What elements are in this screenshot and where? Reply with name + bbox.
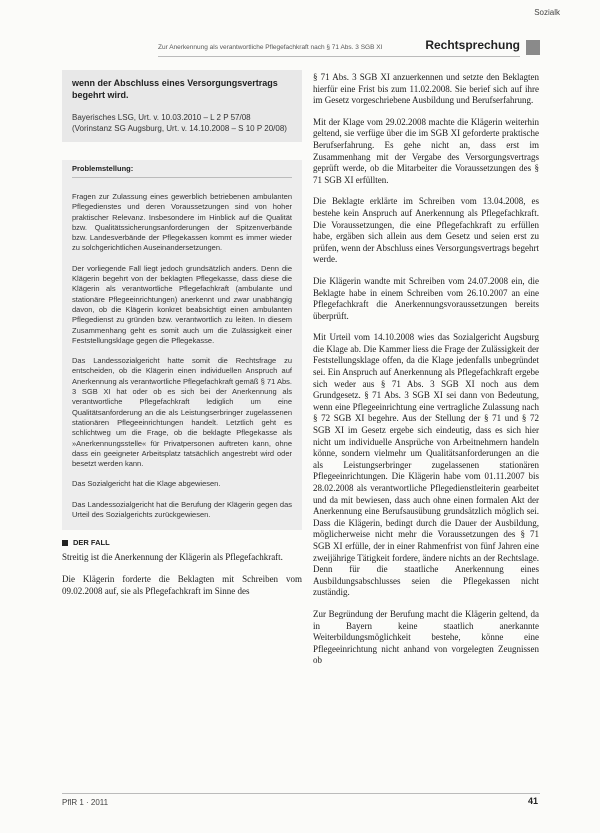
body-paragraph: Zur Begründung der Berufung macht die Klägerin geltend, da in Bayern keine staatlich anerkannte Weiterbildungsmöglichkeit bestehe, könne eine Pflegeeinrichtung nicht anhand von vorgelegten Zeugnissen ob <box>313 608 539 666</box>
journal-issue: PflR 1 · 2011 <box>62 798 109 807</box>
body-paragraph: § 71 Abs. 3 SGB XI anzuerkennen und setzte den Beklagten hierfür eine Frist bis zum 11.02.2008. Sie berief sich auf ihre im Gesetz vorgeschriebene Ausbildung und Berufserfahrung. <box>313 72 539 106</box>
fall-paragraph: Streitig ist die Anerkennung der Klägerin als Pflegefachkraft. <box>62 552 283 563</box>
court-citation: Bayerisches LSG, Urt. v. 10.03.2010 – L 2 P 57/08 <box>72 113 251 122</box>
header-section-title: Rechtsprechung <box>425 38 520 52</box>
fall-heading-label: DER FALL <box>73 538 110 548</box>
body-paragraph: Die Klägerin wandte mit Schreiben vom 24.07.2008 ein, die Beklagte habe in einem Schreiben vom 26.10.2007 an eine Pflegefachkraft die Anerkennungsvoraussetzungen bereits überprüft. <box>313 275 539 321</box>
header-subtitle: Zur Anerkennung als verantwortliche Pflegefachkraft nach § 71 Abs. 3 SGB XI <box>158 44 383 51</box>
problem-paragraph: Der vorliegende Fall liegt jedoch grundsätzlich anders. Denn die Klägerin begehrt von der beklagten Pflegekasse, dass diese die Klägerin als verantwortliche Pflegefachkraft (ambulante und stationäre Pflegeeinrichtungen) anerkennt und zwar unabhängig davon, ob die Klägerin konkret beabsichtigt einen ambulanten Pflegedienst zu gründen bzw. verantwortlich zu leiten. In diesem Zusammenhang geht es somit auch um die Zulässigkeit einer Feststellungsklage gegen die Pflegekasse. <box>72 263 292 345</box>
page-number: 41 <box>528 796 539 806</box>
fall-heading <box>62 538 302 547</box>
body-paragraph: Die Beklagte erklärte im Schreiben vom 13.04.2008, es bestehe kein Anspruch auf Anerkennung als Pflegefachkraft. Die Voraussetzungen, die eine Pflegefachkraft zu erfüllen habe, ergäben sich allein aus dem Gesetz und seien erst zu prüfen, wenn der Abschluss eines Versorgungsvertrags begehrt werde. <box>313 196 539 265</box>
summary-box <box>62 70 302 142</box>
right-column <box>313 72 539 677</box>
problem-paragraph: Fragen zur Zulassung eines gewerblich betriebenen ambulanten Pflegedienstes und deren Voraussetzungen sind von hoher praktischer Relevanz. Insbesondere im Hinblick auf die Qualität bzw. Qualitätssicherungsanforderungen der Spitzenverbände bzw. Landesverbände der Pflegekassen kommt es immer wieder zu solchgerichtlichen Auseinandersetzungen. <box>72 192 292 253</box>
fall-paragraph: Die Klägerin forderte die Beklagten mit Schreiben vom 09.02.2008 auf, sie als Pflegefachkraft im Sinne des <box>62 573 302 596</box>
header-marker <box>526 40 540 55</box>
left-column <box>62 70 302 607</box>
problem-box <box>62 160 302 530</box>
problem-paragraph: Das Landessozialgericht hat die Berufung der Klägerin gegen das Urteil des Sozialgerichts zurückgewiesen. <box>72 499 292 520</box>
lower-court-citation: (Vorinstanz SG Augsburg, Urt. v. 14.10.2008 – S 10 P 20/08) <box>72 123 287 133</box>
problem-paragraph: Das Sozialgericht hat die Klage abgewiesen. <box>72 479 221 489</box>
body-paragraph: Mit der Klage vom 29.02.2008 machte die Klägerin weiterhin geltend, sie verfüge über die im SGB XI geforderte praktische Berufserfahrung. Es gehe nicht an, dass erst im Zusammenhang mit der Vergabe des Versorgungsvertrags geprüft werde, ob die Mitarbeiter die Voraussetzungen des § 71 SGB XI erfüllten. <box>313 116 539 185</box>
summary-lead: wenn der Abschluss eines Versorgungsvertrags begehrt wird. <box>72 78 278 100</box>
section-tab-label: Sozialk <box>534 8 560 17</box>
page-header <box>158 38 520 57</box>
footer-divider <box>62 793 540 794</box>
problem-paragraph: Das Landessozialgericht hatte somit die Rechtsfrage zu entscheiden, ob die Klägerin einen individuellen Anspruch auf Anerkennung als verantwortliche Pflegefachkraft gemäß § 71 Abs. 3 SGB XI hat oder ob es sich bei der Anerkennung als verantwortliche Pflegefachkraft lediglich um eine Qualitätsanforderung an die als Leistungserbringer zugelassenen stationären Pflegeeinrichtungen handelt. Letztlich geht es schlichtweg um die Frage, ob die beklagte Pflegekasse als »Anerkennungsstelle« für Privatpersonen auftreten kann, ohne dass ein geeigneter Arbeitsplatz tatsächlich angestrebt wird oder besetzt werden kann. <box>72 356 292 469</box>
square-bullet-icon <box>62 540 68 546</box>
body-paragraph: Mit Urteil vom 14.10.2008 wies das Sozialgericht Augsburg die Klage ab. Die Kammer liess die Frage der Zulässigkeit der Feststellungsklage offen, da die Klage jedenfalls unbegründet sei. Ein Anspruch auf Anerkennung als Pflegefachkraft ergebe sich weder aus § 71 Abs. 3 SGB XI noch aus dem Grundgesetz. § 71 Abs. 3 SGB XI sei dann von Bedeutung, wenn eine Pflegeeinrichtung eine vertragliche Zulassung nach § 72 SGB XI begehre. Aus der Stellung der § 71 und § 72 SGB XI im Gesetz ergebe sich eindeutig, dass es sich hier nicht um individuelle Ansprüche von Arbeitnehmern handeln könne, sondern vielmehr um Qualitätsanforderungen an die als Leistungserbringer zugelassenen stationären Pflegeeinrichtungen. Die Klägerin habe vom 01.11.2007 bis 28.02.2008 als verantwortliche Pflegedienstleiterin gearbeitet und da mit bewiesen, dass auch ohne einen formalen Akt der Anerkennung eine Berufsausübung grundsätzlich möglich sei. Dass die Klägerin, bedingt durch die Dauer der Ausbildung, möglicherweise nicht mehr die Voraussetzungen des § 71 SGB XI erfülle, der in einer Rahmenfrist von fünf Jahren eine zweijährige Tätigkeit fordere, ändere nichts an der Rechtslage. Denn für die staatliche Anerkennung eines Ausbildungsabschlusses seien die Pflegekassen nicht zuständig. <box>313 332 539 598</box>
problem-heading: Problemstellung: <box>72 164 292 178</box>
